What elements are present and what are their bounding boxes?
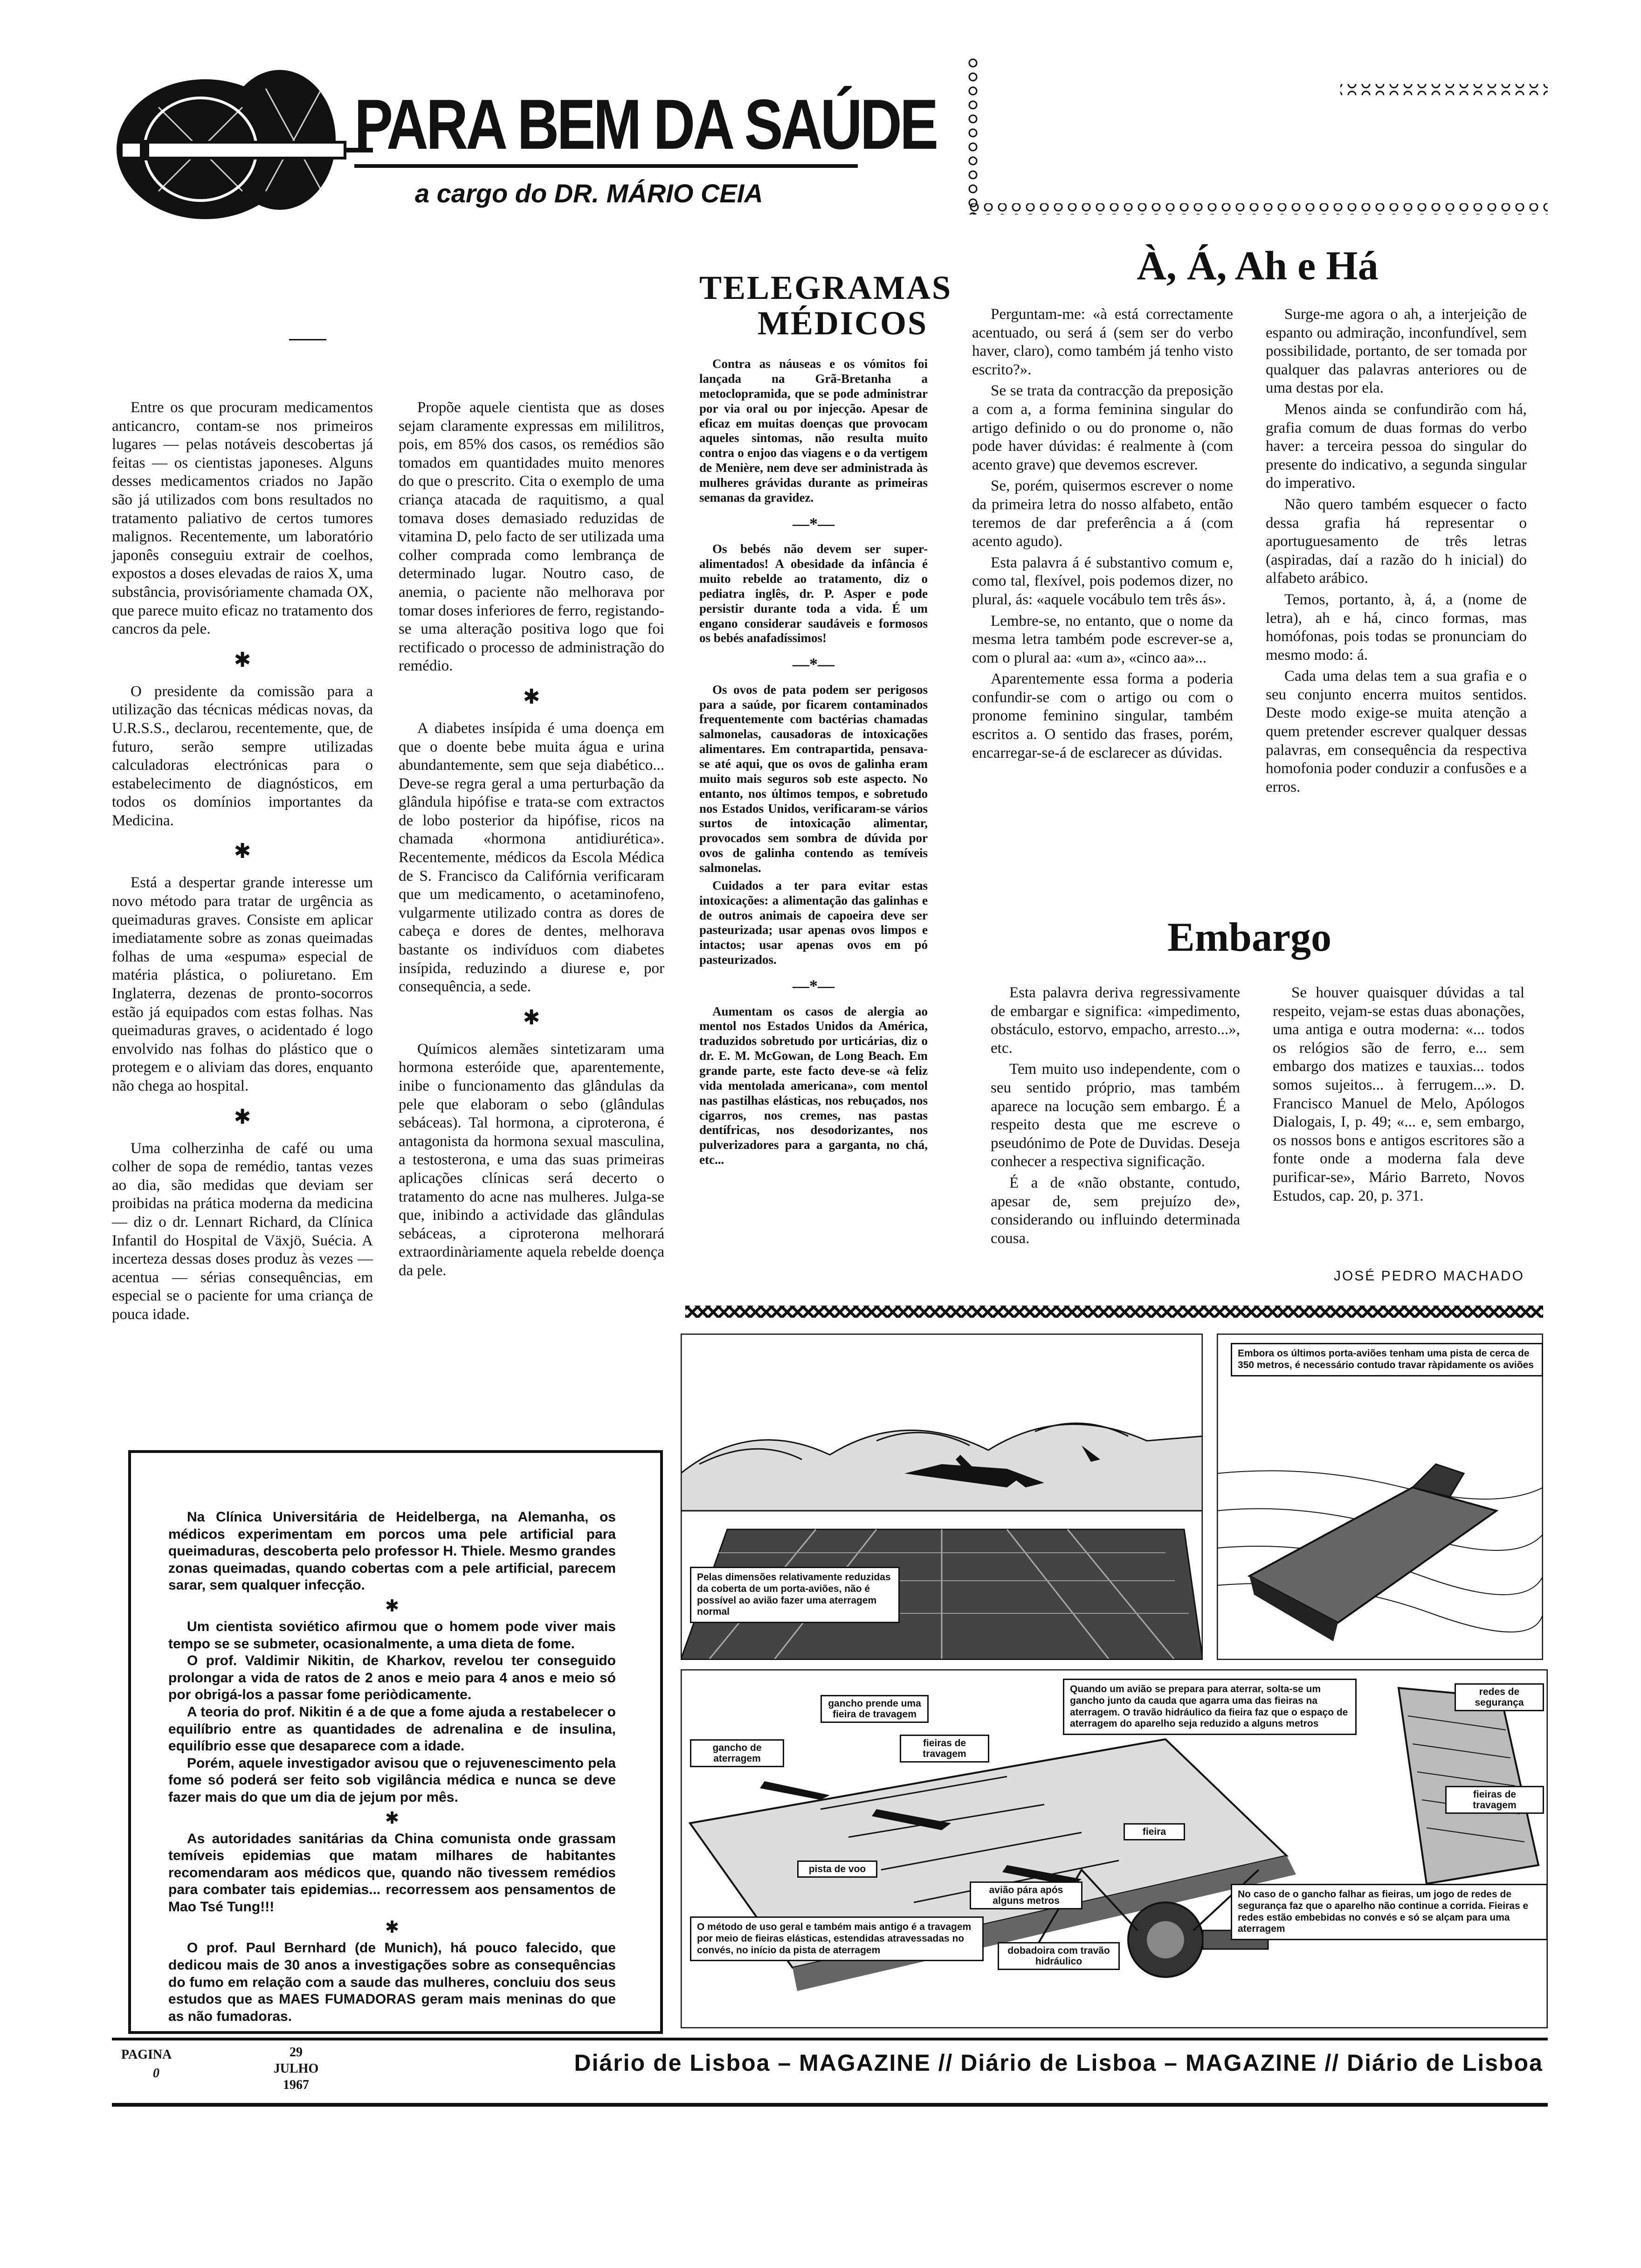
- page-title: PARA BEM DA SAÚDE: [354, 85, 937, 164]
- a-article-left-column: [972, 305, 1233, 765]
- header: [112, 56, 951, 252]
- star-separator-icon: ✱: [385, 1808, 400, 1828]
- star-separator-icon: ✱: [234, 839, 251, 864]
- label-runway: pista de voo: [797, 1860, 877, 1878]
- star-separator-icon: ✱: [234, 648, 251, 672]
- logo-syringe-icon: [112, 61, 373, 238]
- telegrama-item: Os bebés não devem ser super-alimentados! A obesidade da infância é muito rebelde ao tratamento, diz o pediatra inglês, dr. P. Asper e pode persistir durante toda a vida. É um engano considerar saudáveis e formosos os bebés anafadíssimos!: [699, 542, 928, 645]
- a-article-paragraph: Aparentemente essa forma a poderia confundir-se com o artigo ou com o pronome feminino singular, também escritos a. O sentido das frases, porém, encarregar-se-á de esclarecer as dúvidas.: [972, 671, 1233, 761]
- column2-paragraph: A diabetes insípida é uma doença em que o doente bebe muita água e urina abundantemente, sem que seja diabético... Deve-se regra geral a uma perturbação da glândula hipófise e trata-se com extractos de lobo posterior da hipófise, ricos na chamada «hormona antidiurética». Recentemente, médicos da Escola Médica de S. Francisco da Califórnia verificaram que um medicamento, o acetaminofeno, vulgarmente utilizado contra as dores de cabeça e dores de dentes, melhorava bastante os indivíduos com diabetes insípida, reduzindo a diurese e, por consequência, a sede.: [399, 719, 664, 996]
- news-box-paragraph: O prof. Valdimir Nikitin, de Kharkov, revelou ter conseguido prolongar a vida de ratos de 2 anos e meio para 4 anos e meio só por obrigá-los a passar fome periòdicamente.: [168, 1653, 616, 1703]
- label-hook: gancho de aterragem: [690, 1739, 784, 1767]
- news-box-paragraph: Um cientista soviético afirmou que o homem pode viver mais tempo se se submeter, ocasionalmente, a uma dieta de fome.: [168, 1618, 616, 1652]
- article-title-embargo: Embargo: [1167, 915, 1331, 960]
- caption-net: No caso de o gancho falhar as fieiras, um jogo de redes de segurança faz que o aparelho não continue a corrida. Fieiras e redes estão embebidas no convés e só se alçam para uma aterragem: [1231, 1884, 1548, 1940]
- column-1: [112, 399, 373, 1327]
- a-article-paragraph: Lembre-se, no entanto, que o nome da mesma letra também pode escrever-se a, com o plural aa: «um a», «cinco aa»...: [972, 612, 1233, 666]
- telegrama-separator: —*—: [793, 514, 834, 533]
- a-article-paragraph: Temos, portanto, à, á, a (nome de letra), ah e há, cinco formas, mas homófonas, pois todas se pronunciam do mesmo modo: á.: [1266, 591, 1527, 664]
- caption-method: O método de uso geral e também mais antigo é a travagem por meio de fieiras elásticas, estendidas atravessadas no convés, no início da pista de aterragem: [690, 1916, 984, 1961]
- footer-date-day: 29: [290, 2045, 303, 2060]
- rule-short: [289, 339, 326, 340]
- footer-date-month: JULHO: [273, 2061, 319, 2076]
- embargo-paragraph: Esta palavra deriva regressivamente de embargar e significa: «impedimento, obstáculo, estorvo, empacho, arresto...», etc.: [991, 984, 1240, 1057]
- star-separator-icon: ✱: [523, 1005, 540, 1030]
- label-wires: fieiras de travagem: [900, 1735, 989, 1763]
- news-box-paragraph: Na Clínica Universitária de Heidelberga, na Alemanha, os médicos experimentam em porcos uma pele artificial para queimaduras, descoberta pelo professor H. Thiele. Mesmo grandes zonas queimadas, quando cobertas com a pele artificial, parecem sarar, sem qualquer infecção.: [168, 1509, 616, 1593]
- a-article-paragraph: Surge-me agora o ah, a interjeição de espanto ou admiração, inconfundível, sem possibilidade, portanto, de ser tomada por qualquer das palavras anteriores ou de uma destas por ela.: [1266, 306, 1527, 397]
- author-signature: JOSÉ PEDRO MACHADO: [1333, 1268, 1524, 1284]
- a-article-paragraph: Perguntam-me: «à está correctamente acentuado, ou será á (sem ser do verbo haver, claro), como também já tenho visto escrito?».: [972, 306, 1233, 378]
- column-2: [399, 399, 664, 1283]
- telegrama-separator: —*—: [793, 976, 834, 996]
- decorative-frame: [967, 56, 1548, 214]
- embargo-left-column: [991, 984, 1240, 1251]
- byline: a cargo do DR. MÁRIO CEIA: [415, 179, 763, 208]
- star-separator-icon: ✱: [523, 685, 540, 709]
- telegrama-item: Contra as náuseas e os vómitos foi lançada na Grã-Bretanha a metoclopramida, que se pode administrar por via oral ou por injecção. Apesar de eficaz em muitas doenças que provocam aqueles sintomas, não resulta muito contra o enjoo das viagens e o da vertigem de Menière, nem deve ser administrada às mulheres grávidas durante as primeiras semanas da gravidez.: [699, 357, 928, 505]
- article-title-a: À, Á, Ah e Há: [1137, 243, 1379, 289]
- a-article-right-column: [1266, 305, 1527, 799]
- label-nets: redes de segurança: [1455, 1683, 1544, 1711]
- news-box-content: [168, 1509, 616, 2025]
- label-wires-2: fieiras de travagem: [1445, 1786, 1544, 1814]
- a-article-paragraph: Menos ainda se confundirão com há, grafia comum de duas formas do verbo haver: a terceira pessoa do singular do presente do indicativo, a segunda singular do imperativo.: [1266, 401, 1527, 492]
- title-underline: [354, 164, 858, 168]
- news-box-paragraph: A teoria do prof. Nikitin é a de que a fome ajuda a restabelecer o equilíbrio entre as quantidades de adrenalina e de insulina, equilíbrio esse que desaparece com a idade.: [168, 1704, 616, 1754]
- carrier-at-sea-illustration: [1217, 1334, 1543, 1660]
- news-box-paragraph: Porém, aquele investigador avisou que o rejuvenescimento pela fome só poderá ser feito sob vigilância médica e nunca se deve fazer mais do que um dia de jejum por mês.: [168, 1755, 616, 1805]
- footer-page-label: PAGINA: [121, 2047, 172, 2062]
- telegrama-item: Aumentam os casos de alergia ao mentol nos Estados Unidos da América, traduzidos sobretudo por urticárias, diz o dr. E. M. McGowan, de Long Beach. Em grande parte, este facto deve-se «à feliz vida mentolada americana», com mentol nas pastilhas elásticas, nos rebuçados, nos cigarros, nos cremes, nas pastas dentífricas, nos desodorizantes, nos pulverizadores para a garganta, no chá, etc...: [699, 1004, 928, 1167]
- zigzag-divider: [685, 1306, 1543, 1318]
- embargo-right-column: [1273, 984, 1524, 1208]
- a-article-paragraph: Cada uma delas tem a sua grafia e o seu conjunto encerra muitos sentidos. Deste modo exige-se muita atenção a quem pretender escrever qualquer dessas palavras, em consequência da respectiva homofonia poder conduzir a confusões e a erros.: [1266, 668, 1527, 795]
- footer-bottom-rule: [112, 2103, 1548, 2107]
- label-hook-catches: gancho prende uma fieira de travagem: [820, 1695, 929, 1723]
- embargo-paragraph: Tem muito uso independente, com o seu sentido próprio, mas também aparece na locução sem embargo. É a respeito desta que me escreve o pseudónimo de Pote de Duvidas. Deseja conhecer a respectiva significação.: [991, 1061, 1240, 1170]
- column1-paragraph: Uma colherzinha de café ou uma colher de sopa de remédio, tantas vezes ao dia, são medidas que deviam ser proibidas na prática moderna da medicina — diz o dr. Lennart Richard, da Clínica Infantil do Hospital de Växjö, Suécia. A incerteza dessas doses produz às vezes — acentua — sérias consequências, em especial se o paciente for uma criança de pouca idade.: [112, 1140, 373, 1323]
- footer-page-number: 0: [153, 2066, 159, 2081]
- embargo-paragraph: Se houver quaisquer dúvidas a tal respeito, vejam-se estas duas abonações, uma antiga e outra moderna: «... todos os relógios são de ferro, e... sem embargo dos matizes e tauxias... todos somos sujeitos... à ferrugem...». D. Francisco Manuel de Melo, Apólogos Dialogais, I, p. 49; «... e, sem embargo, os nossos bons e antigos escritores são a fonte onde a moderna fala deve purificar-se», Mário Barreto, Novos Estudos, cap. 20, p. 371.: [1273, 984, 1524, 1204]
- caption-top: Embora os últimos porta-aviões tenham uma pista de cerca de 350 metros, é necessário contudo travar ràpidamente os aviões: [1231, 1343, 1543, 1376]
- label-stop: avião pára após alguns metros: [970, 1881, 1083, 1909]
- footer-date-year: 1967: [283, 2078, 309, 2092]
- news-box-paragraph: As autoridades sanitárias da China comunista onde grassam temíveis epidemias que matam milhares de habitantes recomendaram aos médicos que, quando não tivessem remédios para combater tais epidemias... recorressem aos pensamentos de Mao Tsé Tung!!!: [168, 1831, 616, 1915]
- column1-paragraph: Entre os que procuram medicamentos anticancro, contam-se nos primeiros lugares — pelas notáveis descobertas já feitas — os cientistas japoneses. Alguns desses medicamentos criados no Japão são já utilizados com bons resultados no tratamento paliativo de certos tumores malignos. Recentemente, um laboratório japonês conseguiu extrair de coelhos, expostos a doses elevadas de raios X, uma substância, provisóriamente chamada OX, que parece muito eficaz no tratamento dos cancros da pele.: [112, 399, 373, 638]
- column1-paragraph: O presidente da comissão para a utilização das técnicas médicas novas, da U.R.S.S., declarou, recentemente, que, de futuro, serão sempre utilizadas calculadoras electrónicas para o estabelecimento de diagnósticos, em todos os domínios importantes da Medicina.: [112, 683, 373, 829]
- star-separator-icon: ✱: [385, 1596, 400, 1616]
- caption-deck: Pelas dimensões relativamente reduzidas da coberta de um porta-aviões, não é possível ao avião fazer uma aterragem normal: [690, 1567, 900, 1623]
- label-drum: dobadoira com travão hidráulico: [998, 1942, 1120, 1970]
- column2-paragraph: Químicos alemães sintetizaram uma hormona esteróide que, aparentemente, inibe o funcionamento das glândulas da pele que elaboram o sebo (glândulas sebáceas). Tal hormona, a ciproterona, é antagonista da hormona sexual masculina, a testosterona, e uma das suas primeiras aplicações clínicas será decerto o tratamento do acne nas mulheres. Julga-se que, inibindo a actividade das glândulas sebáceas, a ciproterona melhorará extraordinàriamente aquela rebelde doença da pele.: [399, 1040, 664, 1279]
- a-article-paragraph: Esta palavra á é substantivo comum e, como tal, flexível, pois podemos dizer, no plural, ás: «aquele vocábulo tem três ás».: [972, 554, 1233, 608]
- column1-paragraph: Está a despertar grande interesse um novo método para tratar de urgência as queimaduras graves. Consiste em aplicar imediatamente sobre as zonas queimadas folhas de uma «espuma» especial de matéria plástica, o poliuretano. Em Inglaterra, dezenas de pronto-socorros estão já equipados com estas folhas. Nas queimaduras graves, o acidentado é logo envolvido nas folhas do plástico que o protegem e o aliviam das dores, enquanto não chega ao hospital.: [112, 874, 373, 1094]
- news-box-paragraph: O prof. Paul Bernhard (de Munich), há pouco falecido, que dedicou mais de 30 anos a investigações sobre as consequências do fumo em relação com a saude das mulheres, concluiu dos seus estudos que as MAES FUMADORAS geram mais meninas do que as não fumadoras.: [168, 1940, 616, 2024]
- label-wire: fieira: [1124, 1823, 1185, 1840]
- a-article-paragraph: Não quero também esquecer o facto dessa grafia há representar o aportuguesamento de três letras (aspiradas, daí a razão do h inicial) do alfabeto arábico.: [1266, 496, 1527, 587]
- ornament-border-icon: [967, 56, 1548, 214]
- news-box: [128, 1450, 663, 2034]
- a-article-paragraph: Se se trata da contracção da preposição a com a, a forma feminina singular do artigo definido o ou do pronome o, não pode haver dúvidas: é realmente à (com acento grave) que devemos escrever.: [972, 382, 1233, 473]
- caption-landing: Quando um avião se prepara para aterrar, solta-se um gancho junto da cauda que agarra uma das fieiras na aterragem. O travão hidráulico da fieira faz que o espaço de aterragem do aparelho seja reduzido a alguns metros: [1063, 1679, 1357, 1735]
- footer-masthead: Diário de Lisboa – MAGAZINE // Diário de Lisboa – MAGAZINE // Diário de Lisboa: [574, 2050, 1543, 2076]
- star-separator-icon: ✱: [385, 1918, 400, 1937]
- telegramas-title-line2: MÉDICOS: [757, 304, 928, 342]
- carrier-illustration: [681, 1324, 1548, 2028]
- telegramas-title-line1: TELEGRAMAS: [699, 269, 952, 306]
- a-article-paragraph: Se, porém, quisermos escrever o nome da primeira letra do nosso alfabeto, então teremos de dar preferência a á (com acento agudo).: [972, 477, 1233, 550]
- embargo-paragraph: É a de «não obstante, contudo, apesar de, sem prejuízo de», considerando ou influindo determinada cousa.: [991, 1174, 1240, 1247]
- telegrama-item: Cuidados a ter para evitar estas intoxicações: a alimentação das galinhas e de outros animais de capoeira deve ser pasteurizada; usar apenas ovos limpos e intactos; usar apenas ovos em pó pasteurizados.: [699, 878, 928, 967]
- telegrama-item: Os ovos de pata podem ser perigosos para a saúde, por ficarem contaminados frequentemente com bactérias chamadas salmonelas, causadoras de intoxicações alimentares. Em contrapartida, pensava-se até aqui, que os ovos de galinha eram muito mais seguros sob este aspecto. No entanto, nos últimos tempos, e sobretudo nos Estados Unidos, verificaram-se vários surtos de intoxicação alimentar, provocados sem sombra de dúvida por ovos de galinha contendo as temíveis salmonelas.: [699, 682, 928, 875]
- footer-top-rule: [112, 2038, 1548, 2040]
- telegramas-column: [699, 269, 952, 1170]
- telegrama-separator: —*—: [793, 655, 834, 674]
- column2-paragraph: Propõe aquele cientista que as doses sejam claramente expressas em mililitros, pois, em 85% dos casos, os remédios são tomados em quantidades muito menores do que o prescrito. Cita o exemplo de uma criança atacada de raquitismo, a qual tomava doses demasiado reduzidas de vitamina D, pelo facto de ser utilizada uma colher comprada como lembrança de determinado lugar. Noutro caso, de anemia, o paciente não melhorava por tomar doses inferiores de ferro, registando-se uma alteração positiva logo que foi rectificado o processo de administração do remédio.: [399, 399, 664, 675]
- star-separator-icon: ✱: [234, 1105, 251, 1129]
